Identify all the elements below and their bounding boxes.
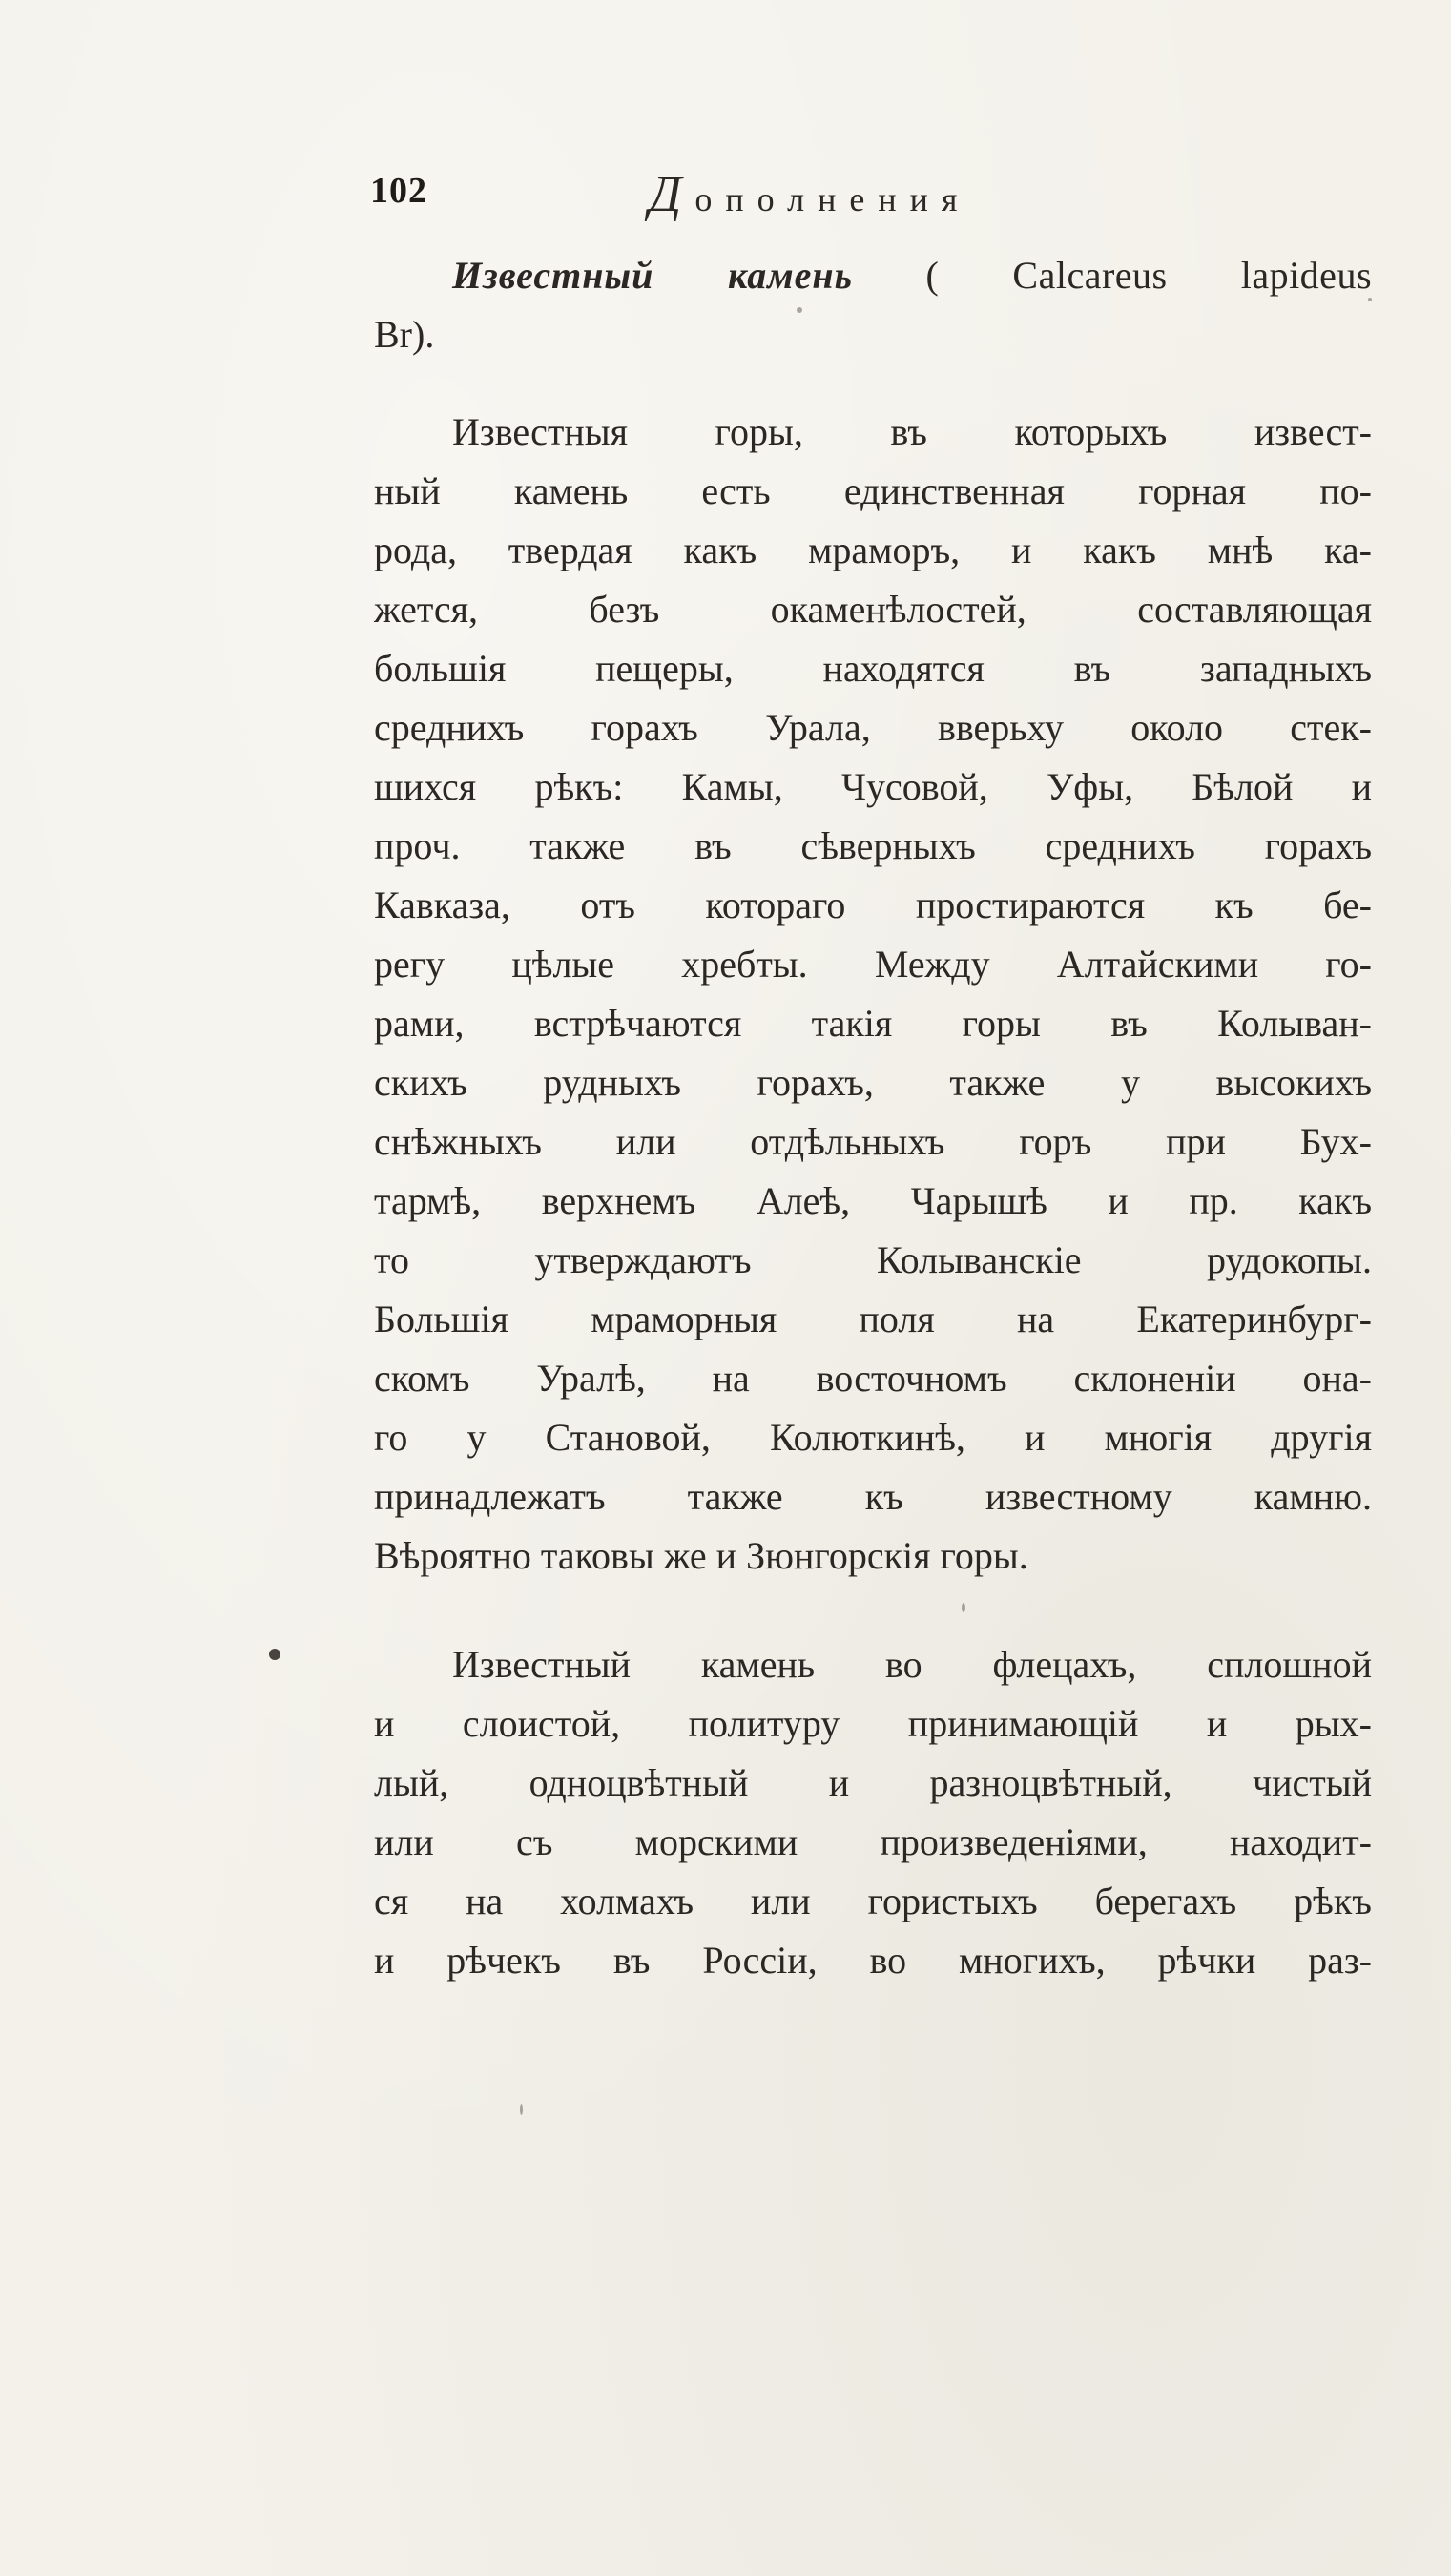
paragraph-line: то утверждаютъ Колыванскіе рудокопы. (374, 1238, 1372, 1281)
paragraph-line: среднихъ горахъ Урала, вверьху около стек- (374, 706, 1372, 749)
running-title: Дополнения (649, 165, 971, 222)
margin-mark (269, 1649, 280, 1660)
paragraph-line: проч. также въ сѣверныхъ среднихъ горахъ (374, 824, 1372, 867)
paragraph-line: и рѣчекъ въ Россіи, во многихъ, рѣчки раз- (374, 1939, 1372, 1982)
heading-tail: Br). (374, 313, 435, 356)
paragraph-line: Большія мраморныя поля на Екатеринбург- (374, 1298, 1372, 1340)
paragraph-line: принадлежатъ также къ известному камню. (374, 1475, 1372, 1518)
paragraph-line: снѣжныхъ или отдѣльныхъ горъ при Бух- (374, 1120, 1372, 1163)
paragraph-line: жется, безъ окаменѣлостей, составляющая (374, 588, 1372, 631)
paragraph-line: скихъ рудныхъ горахъ, также у высокихъ (374, 1061, 1372, 1104)
paragraph-line: Кавказа, отъ котораго простираются къ бе- (374, 883, 1372, 926)
body-text (374, 246, 1372, 1990)
paragraph-line: го у Становой, Колюткинѣ, и многія другія (374, 1416, 1372, 1459)
paper-speck (1368, 298, 1372, 301)
paragraph-line: ся на холмахъ или гористыхъ берегахъ рѣкъ (374, 1880, 1372, 1922)
paragraph-1 (374, 403, 1372, 1586)
page-header (370, 165, 1095, 227)
paragraph-line: ный камень есть единственная горная по- (374, 469, 1372, 512)
paragraph-line: Вѣроятно таковы же и Зюнгорскія горы. (374, 1534, 1028, 1577)
page-number: 102 (370, 171, 427, 211)
paragraph-line: рода, твердая какъ мраморъ, и какъ мнѣ ка- (374, 529, 1372, 571)
heading-term: Известный камень (452, 254, 853, 297)
paragraph-line: скомъ Уралѣ, на восточномъ склоненіи она- (374, 1357, 1372, 1400)
paragraph-2 (374, 1635, 1372, 1990)
paragraph-line: регу цѣлые хребты. Между Алтайскими го- (374, 943, 1372, 986)
paragraph-line: или съ морскими произведеніями, находит- (374, 1820, 1372, 1863)
paper-speck (797, 307, 802, 313)
paragraph-line: рами, встрѣчаются такія горы въ Колыван- (374, 1002, 1372, 1045)
heading-latin: ( Calcareus lapideus (925, 254, 1373, 297)
paragraph-line: и слоистой, политуру принимающій и рых- (374, 1702, 1372, 1745)
paragraph-line: большія пещеры, находятся въ западныхъ (374, 647, 1372, 690)
paragraph-line: Известный камень во флецахъ, сплошной (452, 1643, 1372, 1686)
paragraph-line: Известныя горы, въ которыхъ извест- (452, 410, 1372, 453)
section-heading (374, 246, 1372, 305)
spacer (374, 364, 1372, 403)
paragraph-line: лый, одноцвѣтный и разноцвѣтный, чистый (374, 1761, 1372, 1804)
spacer (374, 1586, 1372, 1635)
paragraph-line: тармѣ, верхнемъ Алеѣ, Чарышѣ и пр. какъ (374, 1179, 1372, 1222)
paper-speck (962, 1603, 965, 1612)
paper-speck (520, 2104, 523, 2115)
paragraph-line: шихся рѣкъ: Камы, Чусовой, Уфы, Бѣлой и (374, 765, 1372, 808)
